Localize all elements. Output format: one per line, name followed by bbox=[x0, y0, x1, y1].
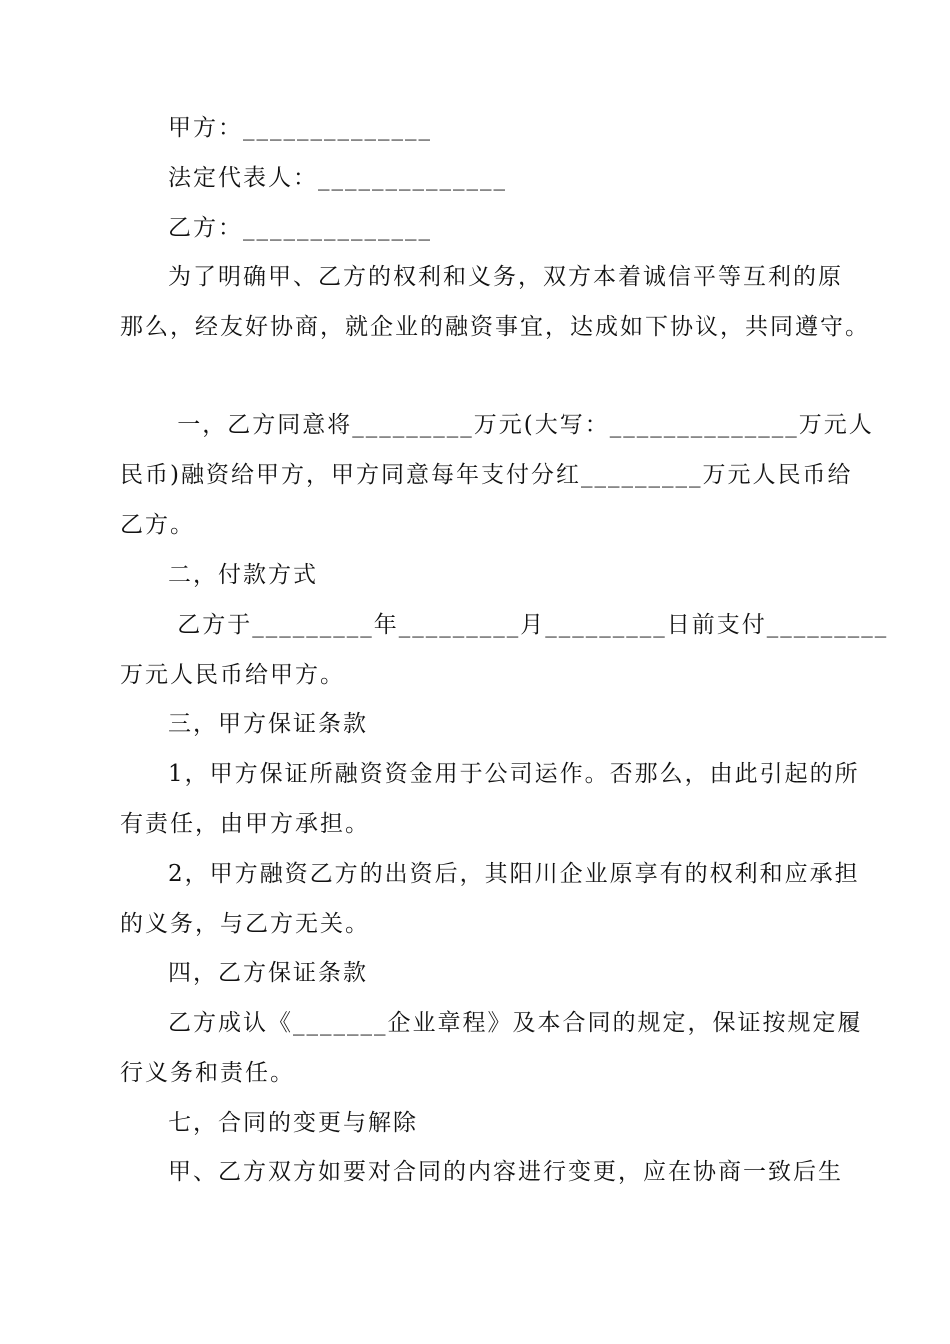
section-7-heading: 七，合同的变更与解除 bbox=[168, 1110, 418, 1136]
preamble-line-2: 那么，经友好协商，就企业的融资事宜，达成如下协议，共同遵守。 bbox=[120, 314, 870, 340]
clause-1-line-1: 一，乙方同意将_________万元(大写：______________万元人 bbox=[168, 412, 874, 438]
section-2-heading: 二，付款方式 bbox=[168, 562, 318, 588]
party-a-line: 甲方：______________ bbox=[168, 115, 432, 141]
party-b-line: 乙方：______________ bbox=[168, 215, 432, 241]
guarantee-2-line-1: 2，甲方融资乙方的出资后，其阳川企业原享有的权利和应承担 bbox=[168, 861, 860, 887]
clause-1-line-3: 乙方。 bbox=[120, 512, 195, 538]
legal-rep-line: 法定代表人：______________ bbox=[168, 165, 507, 191]
guarantee-1-line-1: 1，甲方保证所融资资金用于公司运作。否那么，由此引起的所 bbox=[168, 761, 860, 787]
payment-line-2: 万元人民币给甲方。 bbox=[120, 662, 345, 688]
payment-line-1: 乙方于_________年_________月_________日前支付_________ bbox=[168, 612, 889, 638]
modification-line-1: 甲、乙方双方如要对合同的内容进行变更，应在协商一致后生 bbox=[168, 1159, 843, 1185]
section-4-heading: 四，乙方保证条款 bbox=[168, 960, 368, 986]
clause-1-line-2: 民币)融资给甲方，甲方同意每年支付分红_________万元人民币给 bbox=[120, 462, 853, 488]
section-3-heading: 三，甲方保证条款 bbox=[168, 711, 368, 737]
preamble-line-1: 为了明确甲、乙方的权利和义务，双方本着诚信平等互利的原 bbox=[168, 264, 843, 290]
party-b-guarantee-line-2: 行义务和责任。 bbox=[120, 1060, 295, 1086]
guarantee-2-line-2: 的义务，与乙方无关。 bbox=[120, 911, 370, 937]
party-b-guarantee-line-1: 乙方成认《_______企业章程》及本合同的规定，保证按规定履 bbox=[168, 1010, 863, 1036]
guarantee-1-line-2: 有责任，由甲方承担。 bbox=[120, 811, 370, 837]
